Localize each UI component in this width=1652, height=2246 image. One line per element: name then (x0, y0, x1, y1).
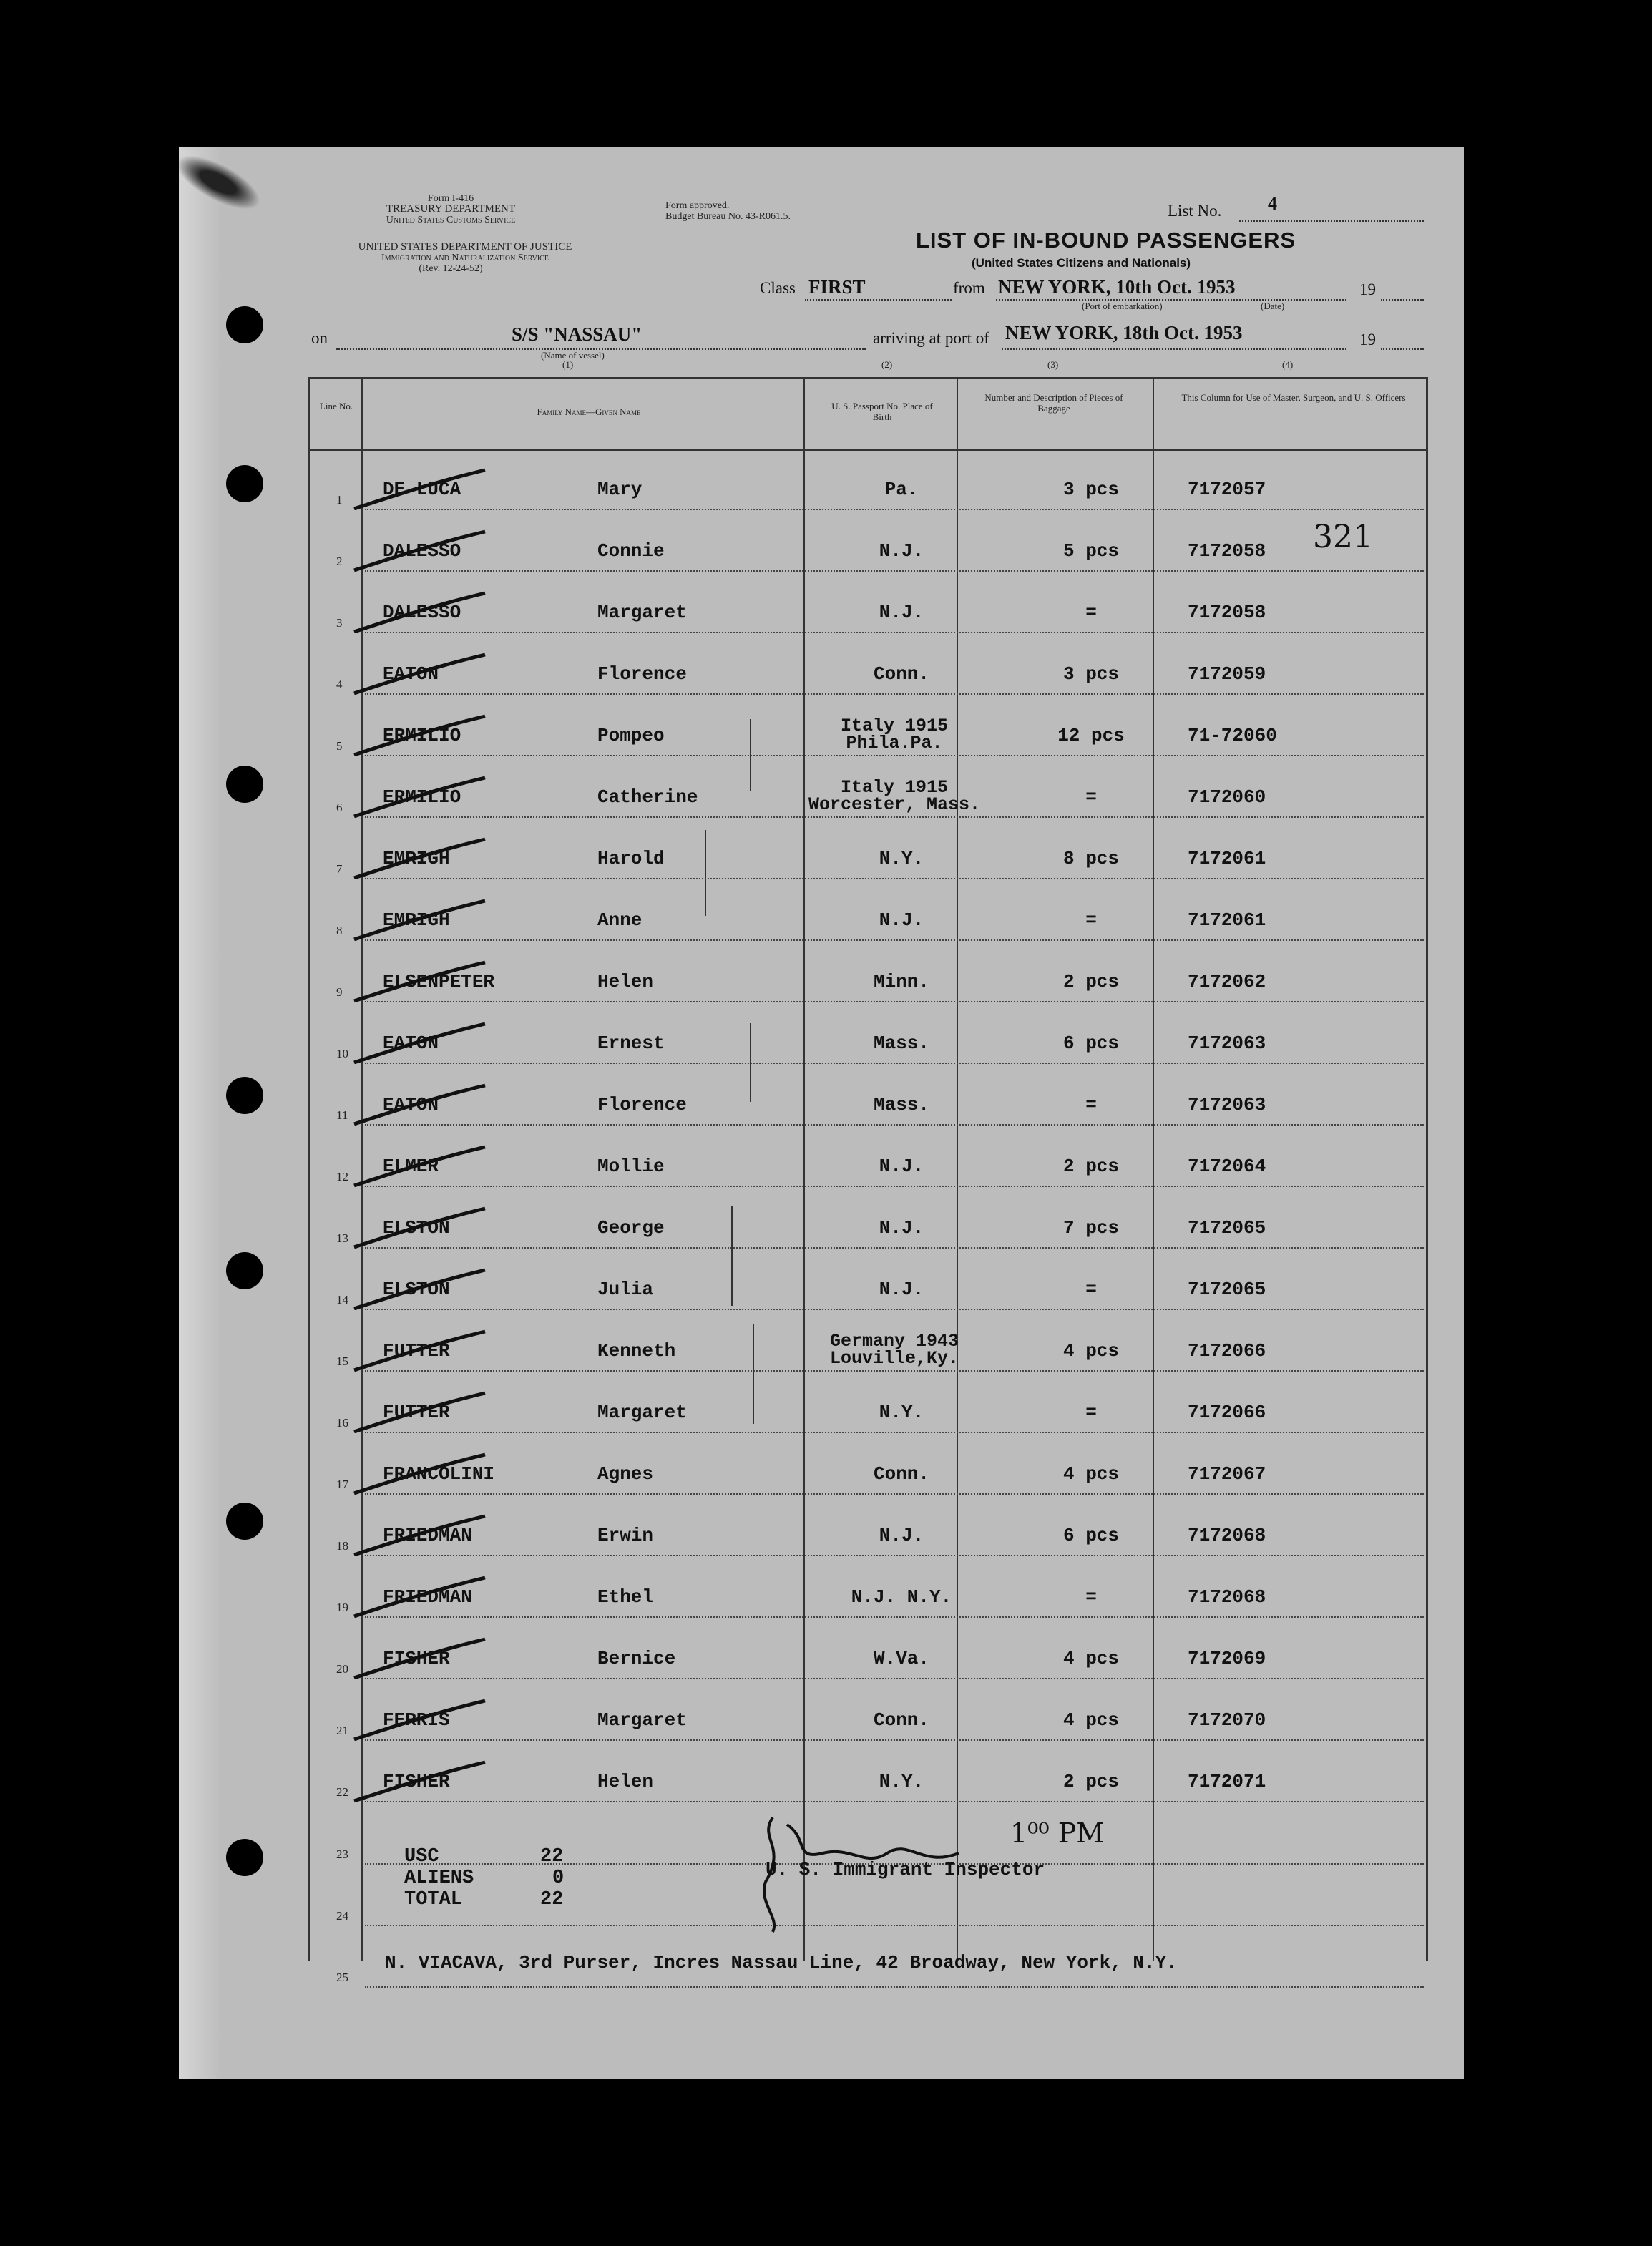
place-of-birth: N.Y. (879, 1402, 924, 1423)
table-row (308, 695, 1424, 756)
table-row (308, 1433, 1424, 1495)
list-no-value: 4 (1268, 193, 1277, 214)
baggage: 3 pcs (1062, 663, 1119, 685)
place-of-birth: N.Y. (879, 848, 924, 869)
line-number: 12 (336, 1170, 348, 1183)
officer-number: 7172063 (1188, 1032, 1266, 1054)
place-of-birth: Conn. (873, 663, 929, 685)
family-name: FUTTER (383, 1340, 450, 1362)
officer-number: 7172057 (1188, 479, 1266, 500)
officer-number: 7172070 (1188, 1709, 1266, 1731)
family-name: ELMER (383, 1156, 439, 1177)
line-number: 17 (336, 1478, 348, 1491)
officer-number: 7172066 (1188, 1340, 1266, 1362)
place-of-birth: N.J. (879, 540, 924, 562)
table-row (308, 1495, 1424, 1556)
col4-number: (4) (1282, 359, 1294, 370)
binder-hole (226, 1503, 263, 1540)
family-name: EMRIGH (383, 909, 450, 931)
binder-hole (226, 1839, 263, 1876)
family-name: FISHER (383, 1648, 450, 1669)
table-row (308, 449, 1424, 510)
line-number: 16 (336, 1416, 348, 1430)
baggage: 4 pcs (1062, 1463, 1119, 1485)
line-number: 22 (336, 1785, 348, 1799)
given-name: Ernest (597, 1032, 665, 1054)
officer-number: 7172058 (1188, 540, 1266, 562)
officer-number: 7172059 (1188, 663, 1266, 685)
baggage: 2 pcs (1062, 971, 1119, 992)
binder-hole (226, 465, 263, 502)
baggage: = (1085, 1279, 1097, 1300)
table-row (308, 879, 1424, 941)
table-row (308, 510, 1424, 572)
inspector-label: U. S. Immigrant Inspector (766, 1859, 1045, 1880)
place-of-birth: Minn. (873, 971, 929, 992)
table-row (308, 1556, 1424, 1618)
col-head-officers: This Column for Use of Master, Surgeon, and U. S. Officers (1181, 392, 1406, 403)
officer-number: 7172069 (1188, 1648, 1266, 1669)
given-name: Mollie (597, 1156, 665, 1177)
dept-justice: UNITED STATES DEPARTMENT OF JUSTICE (358, 241, 572, 253)
place-of-birth: Mass. (873, 1094, 929, 1115)
given-name: Margaret (597, 602, 687, 623)
baggage: 4 pcs (1062, 1340, 1119, 1362)
table-row (308, 1310, 1424, 1372)
officer-number: 7172065 (1188, 1217, 1266, 1239)
baggage: 2 pcs (1062, 1771, 1119, 1792)
class-value: FIRST (808, 276, 866, 298)
given-name: Helen (597, 971, 654, 992)
table-row (308, 1372, 1424, 1433)
baggage: 6 pcs (1062, 1525, 1119, 1546)
table-row (308, 1618, 1424, 1679)
form-number: Form I-416 (427, 193, 474, 204)
family-name: EATON (383, 663, 439, 685)
place-of-birth: N.J. (879, 1279, 924, 1300)
place-of-birth: N.J. (879, 602, 924, 623)
given-name: Helen (597, 1771, 654, 1792)
table-row (308, 1002, 1424, 1064)
col1-number: (1) (562, 359, 574, 370)
baggage: 2 pcs (1062, 1156, 1119, 1177)
given-name: Julia (597, 1279, 654, 1300)
officer-number: 7172062 (1188, 971, 1266, 992)
place-of-birth: W.Va. (873, 1648, 929, 1669)
officer-number: 7172068 (1188, 1586, 1266, 1608)
total-label: TOTAL (404, 1889, 463, 1910)
line-number: 24 (336, 1909, 348, 1923)
line-number: 25 (336, 1971, 348, 1984)
line-number: 20 (336, 1662, 348, 1676)
list-no-label: List No. (1168, 202, 1222, 220)
budget-bureau: Budget Bureau No. 43-R061.5. (665, 211, 791, 222)
given-name: Bernice (597, 1648, 676, 1669)
baggage: 7 pcs (1062, 1217, 1119, 1239)
table-row (308, 1741, 1424, 1802)
officer-number: 7172058 (1188, 602, 1266, 623)
place-of-birth: N.J. (879, 1156, 924, 1177)
line-number: 15 (336, 1354, 348, 1368)
port-caption: (Port of embarkation) (1082, 301, 1163, 311)
col2-number: (2) (881, 359, 893, 370)
arriving-year: 19 (1359, 331, 1376, 348)
family-name: DALESSO (383, 602, 461, 623)
table-row (308, 818, 1424, 879)
given-name: Anne (597, 909, 642, 931)
aliens-label: ALIENS (404, 1867, 474, 1889)
on-label: on (311, 329, 328, 347)
binder-hole (226, 306, 263, 343)
family-bracket (731, 1206, 733, 1306)
officer-number: 7172060 (1188, 786, 1266, 808)
dept-treasury: TREASURY DEPARTMENT (386, 203, 516, 215)
given-name: Margaret (597, 1402, 687, 1423)
line-number: 3 (336, 616, 343, 630)
purser-line: N. VIACAVA, 3rd Purser, Incres Nassau Line, 42 Broadway, New York, N.Y. (385, 1952, 1178, 1973)
place-of-birth: Conn. (873, 1463, 929, 1485)
baggage: = (1085, 1094, 1097, 1115)
officer-number: 7172067 (1188, 1463, 1266, 1485)
family-bracket (750, 1023, 751, 1102)
baggage: = (1085, 602, 1097, 623)
table-row (308, 1064, 1424, 1126)
dept-justice-sub: Immigration and Naturalization Service (381, 253, 549, 263)
given-name: Pompeo (597, 725, 665, 746)
usc-label: USC (404, 1846, 439, 1867)
family-name: FISHER (383, 1771, 450, 1792)
table-row (308, 1187, 1424, 1249)
binder-hole (226, 1077, 263, 1114)
line-number: 7 (336, 862, 343, 876)
family-name: ELSTON (383, 1279, 450, 1300)
line-number: 5 (336, 739, 343, 753)
table-row (308, 1679, 1424, 1741)
given-name: Florence (597, 663, 687, 685)
given-name: Agnes (597, 1463, 654, 1485)
line-number: 14 (336, 1293, 348, 1307)
baggage: = (1085, 909, 1097, 931)
family-name: FUTTER (383, 1402, 450, 1423)
arriving-value: NEW YORK, 18th Oct. 1953 (1005, 322, 1243, 343)
baggage: = (1085, 1402, 1097, 1423)
given-name: Margaret (597, 1709, 687, 1731)
family-name: FRIEDMAN (383, 1586, 472, 1608)
margin-note: 321 (1313, 519, 1373, 555)
given-name: Connie (597, 540, 665, 562)
line-number: 11 (336, 1108, 348, 1122)
family-bracket (705, 830, 706, 916)
family-name: EATON (383, 1032, 439, 1054)
family-name: FRANCOLINI (383, 1463, 495, 1485)
line-number: 13 (336, 1231, 348, 1245)
place-of-birth: N.J. N.Y. (851, 1586, 952, 1608)
family-bracket (750, 719, 751, 791)
place-of-birth: Pa. (884, 479, 919, 500)
officer-number: 7172061 (1188, 848, 1266, 869)
table-row (308, 756, 1424, 818)
page-title: LIST OF IN-BOUND PASSENGERS (916, 228, 1296, 253)
place-of-birth: N.Y. (879, 1771, 924, 1792)
family-name: ERMILIO (383, 725, 461, 746)
family-name: ELSENPETER (383, 971, 495, 992)
binder-hole (226, 766, 263, 803)
baggage: 4 pcs (1062, 1709, 1119, 1731)
officer-number: 7172068 (1188, 1525, 1266, 1546)
given-name: Catherine (597, 786, 698, 808)
arriving-label: arriving at port of (873, 329, 989, 347)
col-head-baggage: Number and Description of Pieces of Baggage (984, 392, 1123, 414)
officer-number: 7172061 (1188, 909, 1266, 931)
table-row (308, 941, 1424, 1002)
table-row (308, 633, 1424, 695)
place-of-birth: N.J. (879, 909, 924, 931)
given-name: Mary (597, 479, 642, 500)
baggage: 5 pcs (1062, 540, 1119, 562)
date-caption: (Date) (1261, 301, 1285, 311)
total-value: 22 (540, 1889, 564, 1910)
place-of-birth: N.J. (879, 1525, 924, 1546)
vessel-value: S/S "NASSAU" (512, 323, 642, 345)
from-label: from (953, 279, 985, 297)
family-name: ELSTON (383, 1217, 450, 1239)
line-number: 23 (336, 1847, 348, 1861)
baggage: 8 pcs (1062, 848, 1119, 869)
place-of-birth: Mass. (873, 1032, 929, 1054)
table-row (308, 1249, 1424, 1310)
place-of-birth: Italy 1915 Phila.Pa. (840, 716, 949, 753)
table-row (308, 1126, 1424, 1187)
col-head-passport: U. S. Passport No. Place of Birth (831, 401, 933, 422)
officer-number: 7172065 (1188, 1279, 1266, 1300)
family-name: FERRIS (383, 1709, 450, 1731)
line-number: 10 (336, 1047, 348, 1060)
form-approved: Form approved. (665, 200, 730, 211)
line-number: 18 (336, 1539, 348, 1553)
family-name: EMRIGH (383, 848, 450, 869)
officer-number: 7172064 (1188, 1156, 1266, 1177)
officer-number: 7172071 (1188, 1771, 1266, 1792)
dept-treasury-sub: United States Customs Service (386, 215, 516, 225)
place-of-birth: N.J. (879, 1217, 924, 1239)
family-name: EATON (383, 1094, 439, 1115)
given-name: Ethel (597, 1586, 654, 1608)
family-name: DE LUCA (383, 479, 461, 500)
baggage: = (1085, 786, 1097, 808)
baggage: = (1085, 1586, 1097, 1608)
usc-value: 22 (540, 1846, 564, 1867)
officer-number: 7172063 (1188, 1094, 1266, 1115)
col-head-line: Line No. (319, 401, 353, 411)
baggage: 6 pcs (1062, 1032, 1119, 1054)
line-number: 6 (336, 801, 343, 814)
place-of-birth: Conn. (873, 1709, 929, 1731)
time-note: 1⁰⁰ PM (1010, 1817, 1105, 1849)
line-number: 8 (336, 924, 343, 937)
line-number: 21 (336, 1724, 348, 1737)
given-name: Kenneth (597, 1340, 676, 1362)
given-name: Harold (597, 848, 665, 869)
given-name: Florence (597, 1094, 687, 1115)
vessel-caption: (Name of vessel) (541, 350, 605, 361)
from-value: NEW YORK, 10th Oct. 1953 (998, 276, 1236, 298)
baggage: 3 pcs (1062, 479, 1119, 500)
col-head-name: Family Name—Given Name (537, 406, 641, 417)
line-number: 19 (336, 1601, 348, 1614)
given-name: George (597, 1217, 665, 1239)
aliens-value: 0 (552, 1867, 564, 1889)
col3-number: (3) (1047, 359, 1059, 370)
family-name: DALESSO (383, 540, 461, 562)
family-name: ERMILIO (383, 786, 461, 808)
baggage: 4 pcs (1062, 1648, 1119, 1669)
line-number: 9 (336, 985, 343, 999)
place-of-birth: Germany 1943 Louville,Ky. (829, 1331, 959, 1369)
baggage: 12 pcs (1057, 725, 1125, 746)
family-name: FRIEDMAN (383, 1525, 472, 1546)
table-row (308, 572, 1424, 633)
revision: (Rev. 12-24-52) (419, 263, 483, 274)
place-of-birth: Italy 1915 Worcester, Mass. (808, 777, 981, 815)
family-bracket (753, 1324, 754, 1424)
class-label: Class (760, 279, 796, 297)
given-name: Erwin (597, 1525, 654, 1546)
line-number: 1 (336, 493, 343, 507)
line-number: 2 (336, 555, 343, 568)
officer-number: 7172066 (1188, 1402, 1266, 1423)
binder-hole (226, 1252, 263, 1289)
officer-number: 71-72060 (1188, 725, 1277, 746)
page-subtitle: (United States Citizens and Nationals) (972, 256, 1191, 270)
from-year: 19 (1359, 280, 1376, 298)
line-number: 4 (336, 678, 343, 691)
